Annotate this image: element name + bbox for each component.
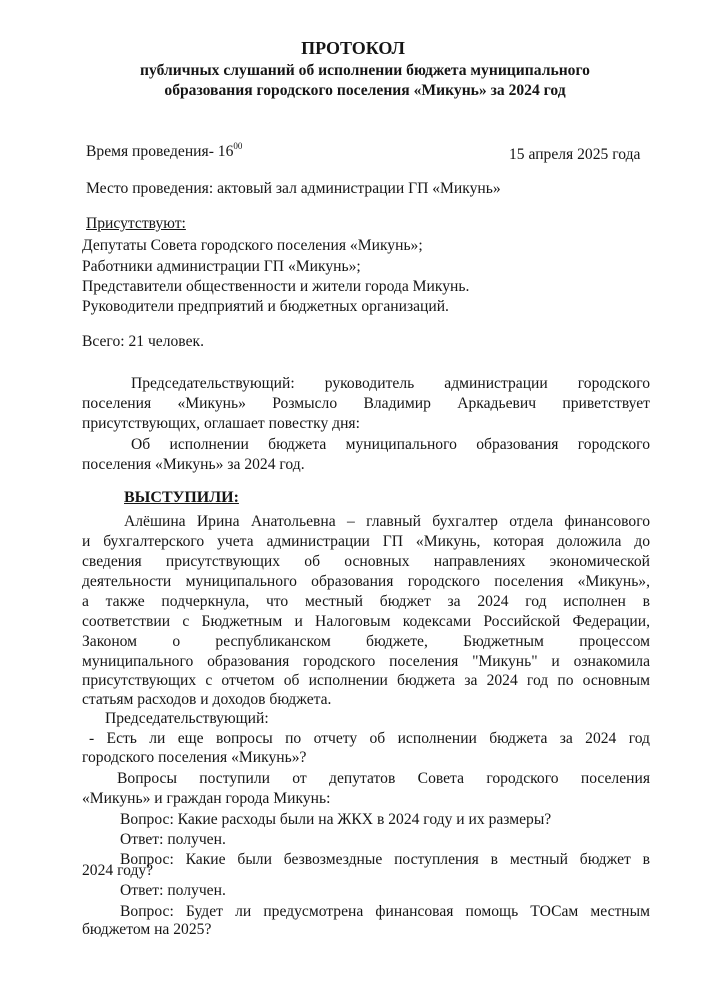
document-subtitle-line-1: публичных слушаний об исполнении бюджета муниципального <box>140 62 590 79</box>
speech-line: Законом о республиканском бюджете, Бюджетным процессом <box>82 633 650 650</box>
meeting-time-label: Время проведения- 16 <box>86 143 234 160</box>
attendee-item: Депутаты Совета городского поселения «Микунь»; <box>82 237 423 254</box>
speech-line: сведения присутствующих об основных направлениях экономической <box>82 553 650 570</box>
chair-paragraph-line: Председательствующий: руководитель администрации городского <box>131 375 650 392</box>
chair-paragraph-line: присутствующих, оглашает повестку дня: <box>82 415 360 432</box>
attendee-item: Работники администрации ГП «Микунь»; <box>82 258 361 275</box>
question-1: Вопрос: Какие расходы были на ЖКХ в 2024 году и их размеры? <box>120 811 552 828</box>
meeting-time-minutes: 00 <box>233 141 243 151</box>
questions-intro-line: Вопросы поступили от депутатов Совета городского поселения <box>117 770 650 787</box>
questions-intro-line: «Микунь» и граждан города Микунь: <box>82 790 331 807</box>
attendees-total: Всего: 21 человек. <box>82 333 204 350</box>
speech-line: присутствующих с отчетом об исполнении бюджета за 2024 год по основным <box>82 672 650 689</box>
question-2-line: Вопрос: Какие были безвозмездные поступления в местный бюджет в <box>120 851 650 868</box>
qa-chair-label: Председательствующий: <box>105 710 269 727</box>
meeting-time <box>86 141 242 161</box>
speech-line: деятельности муниципального образования городского поселения «Микунь», <box>82 573 650 590</box>
meeting-place: Место проведения: актовый зал администрации ГП «Микунь» <box>86 180 501 197</box>
document-subtitle-line-2: образования городского поселения «Микунь» за 2024 год <box>164 82 566 99</box>
speech-line: и бухгалтерского учета администрации ГП «Микунь, которая доложила до <box>82 533 650 550</box>
speech-line: Алёшина Ирина Анатольевна – главный бухгалтер отдела финансового <box>124 513 650 530</box>
speech-line: муниципального образования городского поселения "Микунь" и ознакомила <box>82 653 650 670</box>
answer-2: Ответ: получен. <box>120 882 226 899</box>
attendees-heading: Присутствуют: <box>86 215 186 232</box>
question-3-line: бюджетом на 2025? <box>82 921 212 938</box>
agenda-line: Об исполнении бюджета муниципального образования городского <box>131 436 650 453</box>
attendee-item: Руководители предприятий и бюджетных организаций. <box>82 298 449 315</box>
meeting-date: 15 апреля 2025 года <box>509 146 641 163</box>
qa-question-line: городского поселения «Микунь»? <box>82 749 307 766</box>
qa-question-line: - Есть ли еще вопросы по отчету об исполнении бюджета за 2024 год <box>89 730 650 747</box>
speech-line: соответствии с Бюджетным и Налоговым кодексами Российской Федерации, <box>82 613 650 630</box>
attendee-item: Представители общественности и жители города Микунь. <box>82 278 470 295</box>
answer-1: Ответ: получен. <box>120 831 226 848</box>
chair-paragraph-line: поселения «Микунь» Розмысло Владимир Аркадьевич приветствует <box>82 395 650 412</box>
document-title: ПРОТОКОЛ <box>301 38 405 58</box>
question-2-line: 2024 году? <box>82 862 154 879</box>
speech-line: статьям расходов и доходов бюджета. <box>82 691 332 708</box>
speeches-heading: ВЫСТУПИЛИ: <box>124 489 239 506</box>
question-3-line: Вопрос: Будет ли предусмотрена финансовая помощь ТОСам местным <box>120 903 650 920</box>
speech-line: а также подчеркнула, что местный бюджет за 2024 год исполнен в <box>82 593 650 610</box>
agenda-line: поселения «Микунь» за 2024 год. <box>82 456 305 473</box>
